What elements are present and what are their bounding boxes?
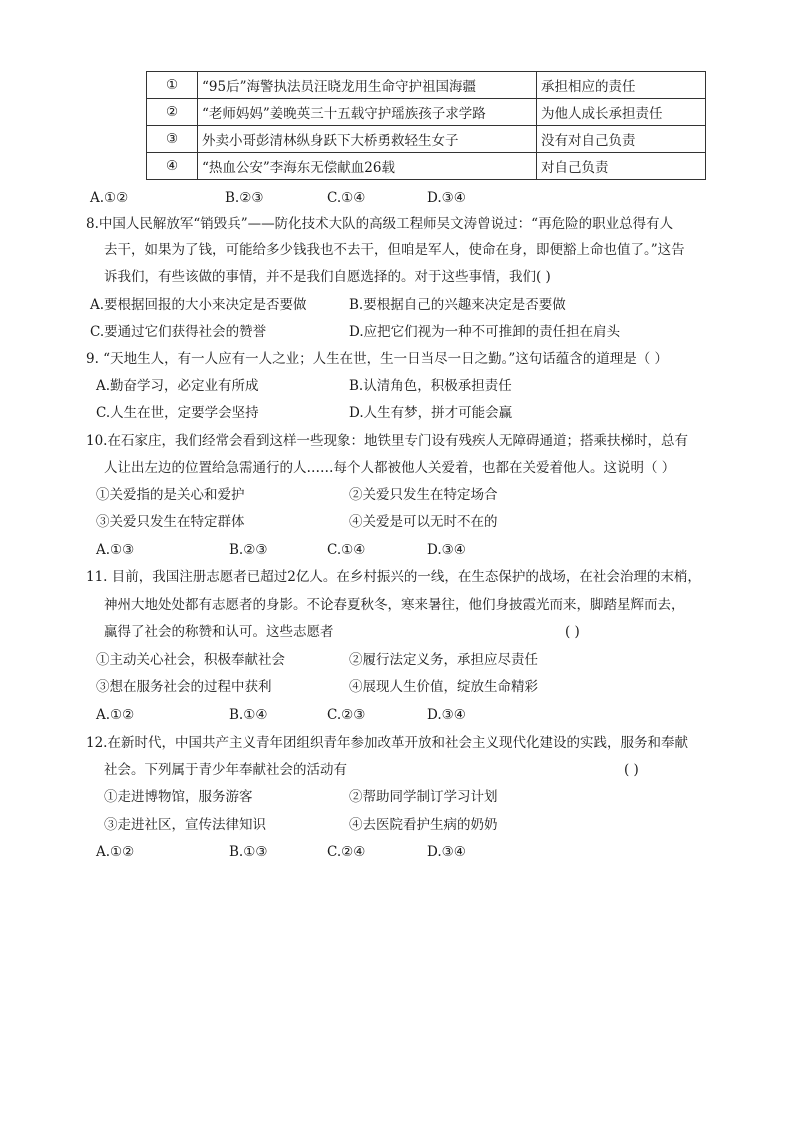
table-row — [147, 99, 706, 126]
table-row — [147, 126, 706, 153]
q11-stem-line-2: 神州大地处处都有志愿者的身影。不论春夏秋冬，寒来暑往，他们身披霞光而来，脚踏星辉而去， — [104, 597, 685, 613]
row-result: 没有对自己负责 — [537, 126, 706, 153]
q12-answer-paren: ( ) — [624, 762, 639, 778]
q12-statement-1: ①走进博物馆，服务游客 — [104, 789, 253, 805]
q9-option-b: B.认清角色，积极承担责任 — [349, 378, 512, 394]
q12-stem-line-2: 社会。下列属于青少年奉献社会的活动有 — [104, 762, 347, 778]
q10-statement-3: ③关爱只发生在特定群体 — [96, 514, 245, 530]
q10-stem-line-1: 10.在石家庄，我们经常会看到这样一些现象：地铁里专门设有残疾人无障碍通道；搭乘扶梯时，总有 — [86, 433, 688, 449]
q11-stem-line-3: 赢得了社会的称赞和认可。这些志愿者 — [104, 624, 334, 640]
row-number: ① — [147, 72, 198, 99]
q8-option-b: B.要根据自己的兴趣来决定是否要做 — [349, 297, 566, 313]
q12-option-b: B.①③ — [229, 844, 268, 860]
q9-option-d: D.人生有梦，拼才可能会赢 — [349, 405, 513, 421]
q11-option-d: D.③④ — [427, 707, 466, 723]
q11-statement-2: ②履行法定义务，承担应尽责任 — [349, 652, 538, 668]
row-result: 对自己负责 — [537, 153, 706, 180]
q8-option-a: A.要根据回报的大小来决定是否要做 — [90, 297, 307, 313]
row-result: 为他人成长承担责任 — [537, 99, 706, 126]
q12-option-d: D.③④ — [427, 844, 466, 860]
q12-statement-4: ④去医院看护生病的奶奶 — [349, 817, 498, 833]
q10-option-c: C.①④ — [327, 542, 366, 558]
q12-option-a: A.①② — [96, 844, 135, 860]
q11-option-a: A.①② — [96, 707, 135, 723]
q11-statement-4: ④展现人生价值，绽放生命精彩 — [349, 679, 538, 695]
q11-stem-line-1: 11. 目前，我国注册志愿者已超过2亿人。在乡村振兴的一线，在生态保护的战场，在社会治理的末梢， — [86, 569, 701, 585]
q10-statement-2: ②关爱只发生在特定场合 — [349, 487, 498, 503]
row-result: 承担相应的责任 — [537, 72, 706, 99]
q8-option-d: D.应把它们视为一种不可推卸的责任担在肩头 — [349, 324, 621, 340]
row-number: ④ — [147, 153, 198, 180]
q10-statement-4: ④关爱是可以无时不在的 — [349, 514, 498, 530]
q10-option-b: B.②③ — [229, 542, 268, 558]
q10-stem-line-2: 人让出左边的位置给急需通行的人……每个人都被他人关爱着，也都在关爱着他人。这说明（ ） — [104, 460, 676, 476]
row-description: “95后”海警执法员汪晓龙用生命守护祖国海疆 — [198, 72, 537, 99]
q12-stem-line-1: 12.在新时代，中国共产主义青年团组织青年参加改革开放和社会主义现代化建设的实践，服务和奉献 — [86, 735, 688, 751]
q12-statement-2: ②帮助同学制订学习计划 — [349, 789, 498, 805]
q8-stem-line-3: 诉我们，有些该做的事情，并不是我们自愿选择的。对于这些事情，我们( ) — [104, 269, 551, 285]
q8-stem-line-1: 8.中国人民解放军“销毁兵”——防化技术大队的高级工程师吴文涛曾说过：“再危险的职业总得有人 — [86, 216, 674, 232]
q9-option-c: C.人生在世，定要学会坚持 — [96, 405, 259, 421]
q7-option-d: D.③④ — [427, 190, 466, 206]
row-description: 外卖小哥彭清林纵身跃下大桥勇救轻生女子 — [198, 126, 537, 153]
q11-statement-3: ③想在服务社会的过程中获利 — [96, 679, 272, 695]
matching-table — [146, 71, 706, 180]
q7-option-c: C.①④ — [327, 190, 366, 206]
row-number: ② — [147, 99, 198, 126]
q12-option-c: C.②④ — [327, 844, 366, 860]
row-number: ③ — [147, 126, 198, 153]
q11-statement-1: ①主动关心社会，积极奉献社会 — [96, 652, 285, 668]
q8-stem-line-2: 去干，如果为了钱，可能给多少钱我也不去干，但咱是军人，使命在身，即便豁上命也值了。”这告 — [104, 242, 685, 258]
q10-statement-1: ①关爱指的是关心和爱护 — [96, 487, 245, 503]
q9-option-a: A.勤奋学习，必定业有所成 — [96, 378, 259, 394]
q10-option-d: D.③④ — [427, 542, 466, 558]
row-description: “老师妈妈”姜晚英三十五载守护瑶族孩子求学路 — [198, 99, 537, 126]
q12-statement-3: ③走进社区，宣传法律知识 — [104, 817, 266, 833]
q7-option-b: B.②③ — [225, 190, 264, 206]
q11-option-c: C.②③ — [327, 707, 366, 723]
q7-option-a: A.①② — [90, 190, 129, 206]
row-description: “热血公安”李海东无偿献血26载 — [198, 153, 537, 180]
q10-option-a: A.①③ — [96, 542, 135, 558]
table-row — [147, 72, 706, 99]
q9-stem-line-1: 9. “天地生人，有一人应有一人之业；人生在世，生一日当尽一日之勤。”这句话蕴含的道理是（ ） — [86, 351, 669, 367]
q11-option-b: B.①④ — [229, 707, 268, 723]
q11-answer-paren: ( ) — [565, 624, 580, 640]
table-row — [147, 153, 706, 180]
q8-option-c: C.要通过它们获得社会的赞誉 — [90, 324, 267, 340]
